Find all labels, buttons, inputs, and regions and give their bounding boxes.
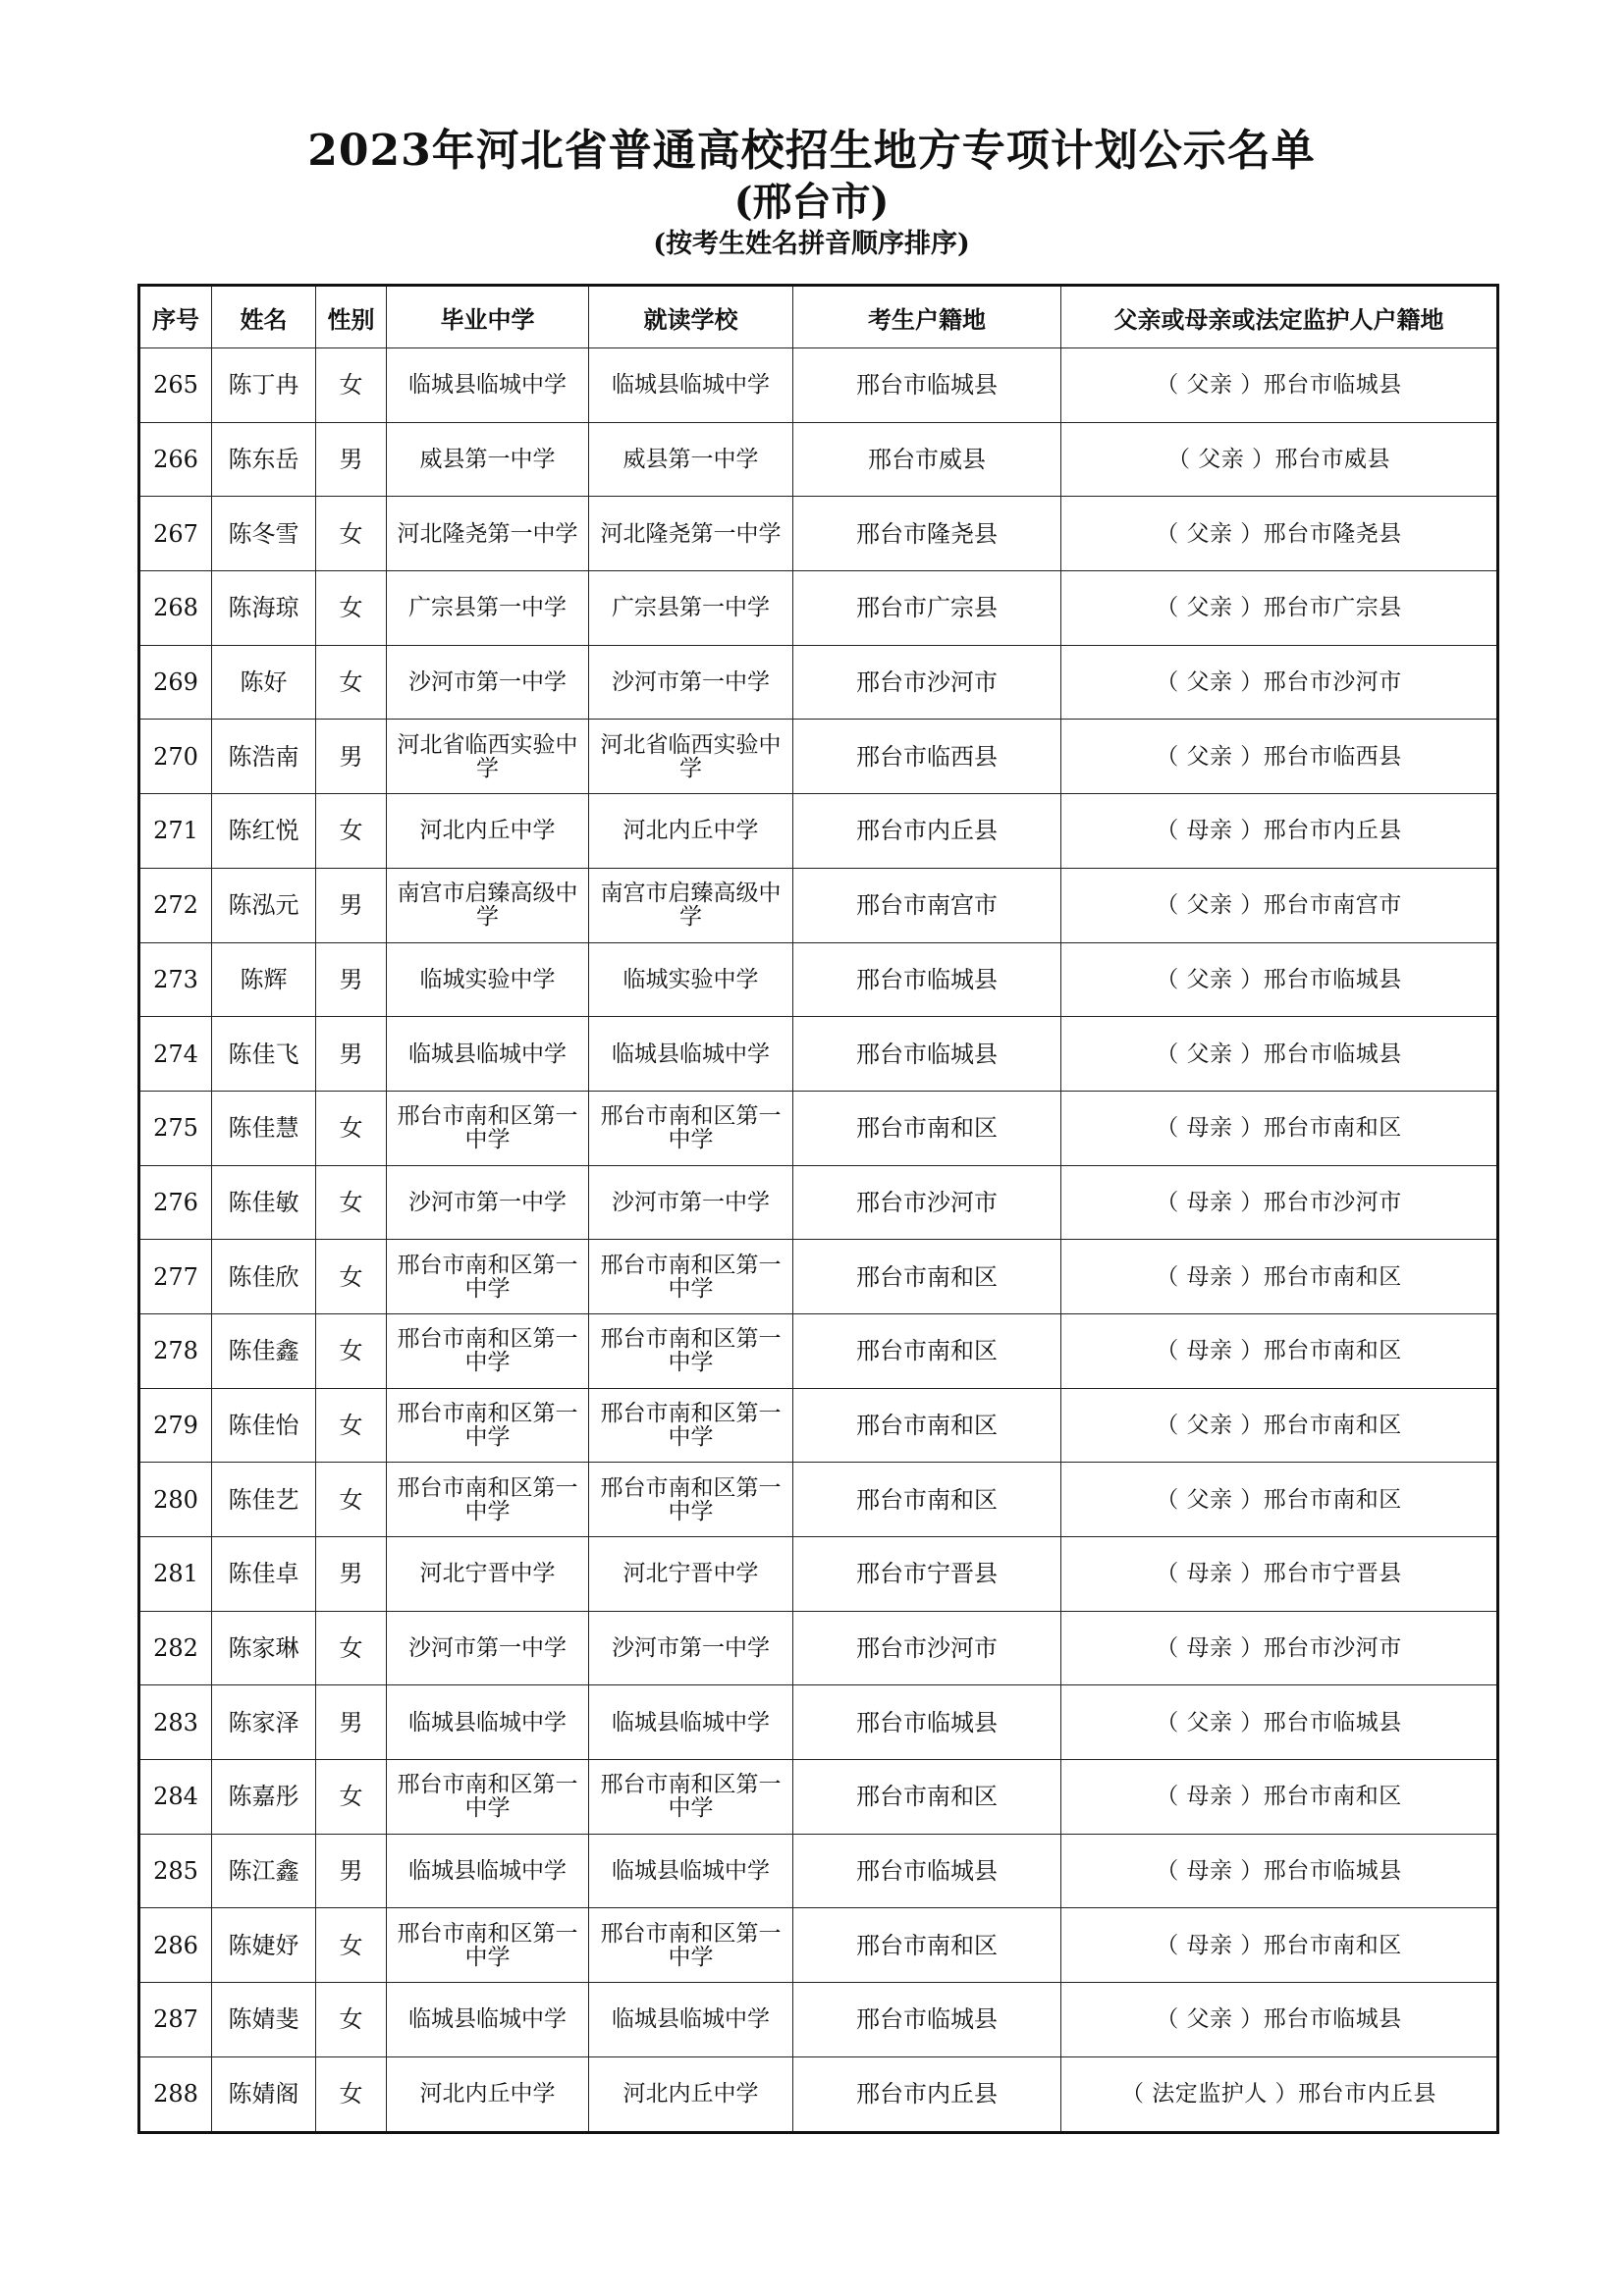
cell-current-school: 沙河市第一中学 (589, 645, 793, 720)
cell-current-school: 临城县临城中学 (589, 1685, 793, 1760)
cell-guardian-registration: （ 父亲 ）邢台市临城县 (1061, 348, 1498, 423)
cell-current-school: 临城县临城中学 (589, 1834, 793, 1908)
cell-current-school: 威县第一中学 (589, 422, 793, 497)
cell-gender: 女 (316, 1463, 387, 1537)
header-graduation-school: 毕业中学 (387, 286, 589, 348)
cell-current-school: 临城实验中学 (589, 942, 793, 1017)
table-row (139, 1908, 1498, 1983)
cell-name: 陈东岳 (212, 422, 316, 497)
cell-graduation-school: 邢台市南和区第一中学 (387, 1091, 589, 1165)
cell-guardian-registration: （ 母亲 ）邢台市南和区 (1061, 1760, 1498, 1835)
cell-current-school: 河北内丘中学 (589, 794, 793, 869)
cell-graduation-school: 河北内丘中学 (387, 794, 589, 869)
cell-current-school: 河北隆尧第一中学 (589, 497, 793, 571)
cell-name: 陈浩南 (212, 720, 316, 794)
cell-graduation-school: 邢台市南和区第一中学 (387, 1908, 589, 1983)
cell-gender: 女 (316, 1388, 387, 1463)
cell-name: 陈红悦 (212, 794, 316, 869)
cell-guardian-registration: （ 母亲 ）邢台市沙河市 (1061, 1165, 1498, 1240)
cell-name: 陈家泽 (212, 1685, 316, 1760)
cell-name: 陈海琼 (212, 571, 316, 646)
cell-guardian-registration: （ 母亲 ）邢台市南和区 (1061, 1908, 1498, 1983)
cell-gender: 女 (316, 1611, 387, 1685)
cell-household-registration: 邢台市南和区 (793, 1091, 1061, 1165)
table-row (139, 720, 1498, 794)
cell-current-school: 南宫市启臻高级中学 (589, 868, 793, 942)
table-row (139, 868, 1498, 942)
cell-index: 282 (139, 1611, 212, 1685)
cell-index: 268 (139, 571, 212, 646)
cell-gender: 男 (316, 868, 387, 942)
cell-name: 陈婧阁 (212, 2056, 316, 2132)
cell-index: 278 (139, 1313, 212, 1388)
cell-index: 270 (139, 720, 212, 794)
cell-index: 269 (139, 645, 212, 720)
cell-name: 陈好 (212, 645, 316, 720)
cell-gender: 男 (316, 1017, 387, 1092)
cell-gender: 男 (316, 1834, 387, 1908)
cell-index: 273 (139, 942, 212, 1017)
cell-name: 陈佳欣 (212, 1240, 316, 1314)
cell-index: 274 (139, 1017, 212, 1092)
cell-guardian-registration: （ 父亲 ）邢台市威县 (1061, 422, 1498, 497)
cell-index: 267 (139, 497, 212, 571)
table-row (139, 942, 1498, 1017)
cell-index: 275 (139, 1091, 212, 1165)
cell-current-school: 邢台市南和区第一中学 (589, 1313, 793, 1388)
cell-graduation-school: 威县第一中学 (387, 422, 589, 497)
cell-name: 陈泓元 (212, 868, 316, 942)
table-row (139, 1313, 1498, 1388)
cell-current-school: 邢台市南和区第一中学 (589, 1760, 793, 1835)
table-row (139, 1240, 1498, 1314)
cell-household-registration: 邢台市南和区 (793, 1240, 1061, 1314)
cell-name: 陈佳艺 (212, 1463, 316, 1537)
cell-graduation-school: 沙河市第一中学 (387, 1165, 589, 1240)
cell-guardian-registration: （ 母亲 ）邢台市内丘县 (1061, 794, 1498, 869)
cell-guardian-registration: （ 母亲 ）邢台市临城县 (1061, 1834, 1498, 1908)
table-row (139, 1537, 1498, 1612)
cell-household-registration: 邢台市南和区 (793, 1760, 1061, 1835)
cell-household-registration: 邢台市南宫市 (793, 868, 1061, 942)
table-row (139, 1017, 1498, 1092)
cell-graduation-school: 临城县临城中学 (387, 1834, 589, 1908)
table-row (139, 2056, 1498, 2132)
cell-guardian-registration: （ 母亲 ）邢台市宁晋县 (1061, 1537, 1498, 1612)
header-row (139, 286, 1498, 348)
table-row (139, 348, 1498, 423)
document-title: 2023年河北省普通高校招生地方专项计划公示名单 (307, 126, 1316, 176)
cell-name: 陈佳鑫 (212, 1313, 316, 1388)
cell-graduation-school: 广宗县第一中学 (387, 571, 589, 646)
cell-current-school: 河北省临西实验中学 (589, 720, 793, 794)
cell-guardian-registration: （ 父亲 ）邢台市临城县 (1061, 1983, 1498, 2057)
cell-guardian-registration: （ 法定监护人 ）邢台市内丘县 (1061, 2056, 1498, 2132)
cell-gender: 女 (316, 2056, 387, 2132)
cell-graduation-school: 南宫市启臻高级中学 (387, 868, 589, 942)
cell-guardian-registration: （ 母亲 ）邢台市南和区 (1061, 1313, 1498, 1388)
cell-household-registration: 邢台市沙河市 (793, 1611, 1061, 1685)
cell-name: 陈江鑫 (212, 1834, 316, 1908)
table-row (139, 571, 1498, 646)
cell-gender: 女 (316, 1091, 387, 1165)
cell-index: 271 (139, 794, 212, 869)
cell-gender: 女 (316, 1908, 387, 1983)
cell-gender: 男 (316, 942, 387, 1017)
cell-index: 279 (139, 1388, 212, 1463)
cell-household-registration: 邢台市南和区 (793, 1463, 1061, 1537)
table-row (139, 1983, 1498, 2057)
header-current-school: 就读学校 (589, 286, 793, 348)
cell-graduation-school: 沙河市第一中学 (387, 645, 589, 720)
cell-guardian-registration: （ 母亲 ）邢台市南和区 (1061, 1091, 1498, 1165)
cell-household-registration: 邢台市内丘县 (793, 2056, 1061, 2132)
cell-graduation-school: 临城县临城中学 (387, 348, 589, 423)
roster-table (137, 284, 1499, 2134)
cell-name: 陈佳慧 (212, 1091, 316, 1165)
cell-graduation-school: 邢台市南和区第一中学 (387, 1388, 589, 1463)
cell-name: 陈家琳 (212, 1611, 316, 1685)
table-row (139, 1463, 1498, 1537)
cell-guardian-registration: （ 父亲 ）邢台市临西县 (1061, 720, 1498, 794)
cell-guardian-registration: （ 父亲 ）邢台市南和区 (1061, 1463, 1498, 1537)
cell-name: 陈佳怡 (212, 1388, 316, 1463)
cell-gender: 男 (316, 422, 387, 497)
cell-gender: 女 (316, 348, 387, 423)
table-row (139, 1685, 1498, 1760)
cell-current-school: 河北内丘中学 (589, 2056, 793, 2132)
cell-current-school: 广宗县第一中学 (589, 571, 793, 646)
cell-index: 288 (139, 2056, 212, 2132)
cell-index: 277 (139, 1240, 212, 1314)
cell-gender: 女 (316, 497, 387, 571)
cell-guardian-registration: （ 父亲 ）邢台市广宗县 (1061, 571, 1498, 646)
cell-graduation-school: 河北隆尧第一中学 (387, 497, 589, 571)
table-row (139, 645, 1498, 720)
cell-current-school: 邢台市南和区第一中学 (589, 1908, 793, 1983)
cell-name: 陈佳飞 (212, 1017, 316, 1092)
roster-body (139, 348, 1498, 2133)
cell-guardian-registration: （ 父亲 ）邢台市南宫市 (1061, 868, 1498, 942)
cell-graduation-school: 沙河市第一中学 (387, 1611, 589, 1685)
cell-index: 285 (139, 1834, 212, 1908)
header-name: 姓名 (212, 286, 316, 348)
sort-note: (按考生姓名拼音顺序排序) (653, 229, 970, 259)
table-row (139, 1834, 1498, 1908)
cell-guardian-registration: （ 母亲 ）邢台市南和区 (1061, 1240, 1498, 1314)
header-index: 序号 (139, 286, 212, 348)
cell-index: 265 (139, 348, 212, 423)
cell-graduation-school: 邢台市南和区第一中学 (387, 1760, 589, 1835)
cell-current-school: 邢台市南和区第一中学 (589, 1240, 793, 1314)
cell-gender: 女 (316, 1240, 387, 1314)
cell-household-registration: 邢台市沙河市 (793, 1165, 1061, 1240)
cell-gender: 女 (316, 1983, 387, 2057)
cell-current-school: 临城县临城中学 (589, 1983, 793, 2057)
cell-gender: 男 (316, 720, 387, 794)
document-subtitle: (邢台市) (733, 179, 890, 225)
cell-current-school: 临城县临城中学 (589, 1017, 793, 1092)
header-household-registration: 考生户籍地 (793, 286, 1061, 348)
cell-household-registration: 邢台市隆尧县 (793, 497, 1061, 571)
cell-guardian-registration: （ 父亲 ）邢台市沙河市 (1061, 645, 1498, 720)
cell-current-school: 邢台市南和区第一中学 (589, 1463, 793, 1537)
cell-gender: 女 (316, 1760, 387, 1835)
cell-guardian-registration: （ 父亲 ）邢台市临城县 (1061, 942, 1498, 1017)
cell-guardian-registration: （ 父亲 ）邢台市隆尧县 (1061, 497, 1498, 571)
cell-graduation-school: 临城县临城中学 (387, 1017, 589, 1092)
table-row (139, 1165, 1498, 1240)
cell-current-school: 邢台市南和区第一中学 (589, 1388, 793, 1463)
table-row (139, 794, 1498, 869)
cell-name: 陈佳卓 (212, 1537, 316, 1612)
cell-graduation-school: 临城实验中学 (387, 942, 589, 1017)
cell-household-registration: 邢台市临城县 (793, 1685, 1061, 1760)
cell-current-school: 河北宁晋中学 (589, 1537, 793, 1612)
table-row (139, 1611, 1498, 1685)
cell-graduation-school: 邢台市南和区第一中学 (387, 1313, 589, 1388)
cell-household-registration: 邢台市临城县 (793, 348, 1061, 423)
cell-household-registration: 邢台市临城县 (793, 1017, 1061, 1092)
cell-household-registration: 邢台市临城县 (793, 1834, 1061, 1908)
cell-household-registration: 邢台市临西县 (793, 720, 1061, 794)
cell-household-registration: 邢台市广宗县 (793, 571, 1061, 646)
header-guardian-registration: 父亲或母亲或法定监护人户籍地 (1061, 286, 1498, 348)
cell-household-registration: 邢台市临城县 (793, 1983, 1061, 2057)
cell-index: 284 (139, 1760, 212, 1835)
cell-index: 266 (139, 422, 212, 497)
cell-gender: 女 (316, 571, 387, 646)
cell-index: 280 (139, 1463, 212, 1537)
cell-index: 276 (139, 1165, 212, 1240)
cell-graduation-school: 河北宁晋中学 (387, 1537, 589, 1612)
cell-name: 陈丁冉 (212, 348, 316, 423)
cell-index: 283 (139, 1685, 212, 1760)
table-row (139, 1091, 1498, 1165)
cell-guardian-registration: （ 母亲 ）邢台市沙河市 (1061, 1611, 1498, 1685)
cell-name: 陈辉 (212, 942, 316, 1017)
cell-guardian-registration: （ 父亲 ）邢台市临城县 (1061, 1017, 1498, 1092)
cell-household-registration: 邢台市南和区 (793, 1908, 1061, 1983)
cell-gender: 女 (316, 1165, 387, 1240)
cell-name: 陈佳敏 (212, 1165, 316, 1240)
cell-household-registration: 邢台市南和区 (793, 1388, 1061, 1463)
cell-graduation-school: 河北内丘中学 (387, 2056, 589, 2132)
cell-name: 陈婕妤 (212, 1908, 316, 1983)
cell-index: 287 (139, 1983, 212, 2057)
table-row (139, 422, 1498, 497)
table-row (139, 1760, 1498, 1835)
cell-guardian-registration: （ 父亲 ）邢台市临城县 (1061, 1685, 1498, 1760)
table-row (139, 497, 1498, 571)
cell-name: 陈冬雪 (212, 497, 316, 571)
cell-graduation-school: 河北省临西实验中学 (387, 720, 589, 794)
cell-household-registration: 邢台市沙河市 (793, 645, 1061, 720)
cell-current-school: 邢台市南和区第一中学 (589, 1091, 793, 1165)
cell-current-school: 沙河市第一中学 (589, 1611, 793, 1685)
cell-graduation-school: 邢台市南和区第一中学 (387, 1463, 589, 1537)
cell-household-registration: 邢台市临城县 (793, 942, 1061, 1017)
cell-guardian-registration: （ 父亲 ）邢台市南和区 (1061, 1388, 1498, 1463)
cell-gender: 女 (316, 1313, 387, 1388)
cell-gender: 男 (316, 1685, 387, 1760)
cell-graduation-school: 临城县临城中学 (387, 1983, 589, 2057)
cell-current-school: 临城县临城中学 (589, 348, 793, 423)
cell-index: 272 (139, 868, 212, 942)
cell-name: 陈嘉彤 (212, 1760, 316, 1835)
cell-gender: 男 (316, 1537, 387, 1612)
cell-graduation-school: 临城县临城中学 (387, 1685, 589, 1760)
cell-gender: 女 (316, 645, 387, 720)
cell-graduation-school: 邢台市南和区第一中学 (387, 1240, 589, 1314)
cell-gender: 女 (316, 794, 387, 869)
cell-household-registration: 邢台市南和区 (793, 1313, 1061, 1388)
cell-current-school: 沙河市第一中学 (589, 1165, 793, 1240)
cell-household-registration: 邢台市内丘县 (793, 794, 1061, 869)
cell-name: 陈婧斐 (212, 1983, 316, 2057)
cell-household-registration: 邢台市威县 (793, 422, 1061, 497)
cell-index: 286 (139, 1908, 212, 1983)
header-gender: 性别 (316, 286, 387, 348)
table-row (139, 1388, 1498, 1463)
cell-household-registration: 邢台市宁晋县 (793, 1537, 1061, 1612)
cell-index: 281 (139, 1537, 212, 1612)
